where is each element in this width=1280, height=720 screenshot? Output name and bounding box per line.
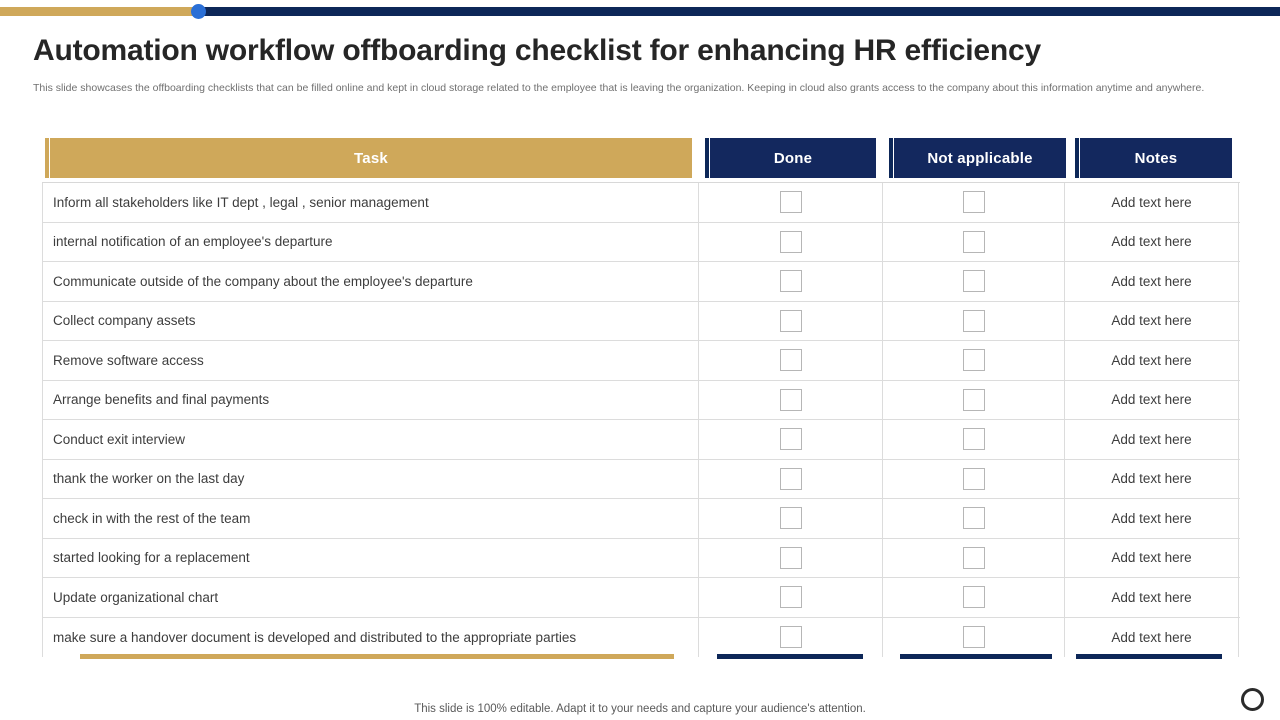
notes-cell[interactable]: Add text here — [1065, 341, 1239, 380]
task-cell: started looking for a replacement — [42, 539, 699, 578]
done-cell — [699, 341, 883, 380]
column-header-notes: Notes — [1080, 138, 1232, 178]
done-cell — [699, 460, 883, 499]
done-checkbox[interactable] — [780, 310, 802, 332]
offboarding-checklist-table — [42, 133, 1240, 660]
table-row — [42, 460, 1240, 500]
not-applicable-cell — [883, 262, 1065, 301]
done-checkbox[interactable] — [780, 547, 802, 569]
footer-note: This slide is 100% editable. Adapt it to your needs and capture your audience's attention. — [414, 703, 866, 715]
done-checkbox[interactable] — [780, 586, 802, 608]
footer-accent-bar-notes — [1076, 654, 1222, 659]
footer-accent-bar-na — [900, 654, 1052, 659]
notes-cell[interactable]: Add text here — [1065, 420, 1239, 459]
not-applicable-cell — [883, 618, 1065, 658]
notes-cell[interactable]: Add text here — [1065, 262, 1239, 301]
table-header-row — [42, 133, 1240, 180]
done-checkbox[interactable] — [780, 270, 802, 292]
table-body — [42, 182, 1240, 655]
notes-cell[interactable]: Add text here — [1065, 223, 1239, 262]
notes-cell[interactable]: Add text here — [1065, 381, 1239, 420]
done-cell — [699, 618, 883, 658]
not-applicable-cell — [883, 578, 1065, 617]
not-applicable-cell — [883, 420, 1065, 459]
not-applicable-checkbox[interactable] — [963, 507, 985, 529]
not-applicable-cell — [883, 302, 1065, 341]
table-row — [42, 341, 1240, 381]
notes-cell[interactable]: Add text here — [1065, 539, 1239, 578]
table-row — [42, 262, 1240, 302]
task-cell: Inform all stakeholders like IT dept , legal , senior management — [42, 183, 699, 222]
notes-cell[interactable]: Add text here — [1065, 499, 1239, 538]
done-cell — [699, 499, 883, 538]
table-row — [42, 420, 1240, 460]
done-checkbox[interactable] — [780, 389, 802, 411]
column-header-not-applicable: Not applicable — [894, 138, 1066, 178]
done-cell — [699, 578, 883, 617]
table-row — [42, 578, 1240, 618]
not-applicable-cell — [883, 539, 1065, 578]
done-checkbox[interactable] — [780, 626, 802, 648]
notes-cell[interactable]: Add text here — [1065, 302, 1239, 341]
task-cell: Collect company assets — [42, 302, 699, 341]
task-cell: Remove software access — [42, 341, 699, 380]
not-applicable-checkbox[interactable] — [963, 389, 985, 411]
task-cell: Update organizational chart — [42, 578, 699, 617]
done-cell — [699, 381, 883, 420]
table-row — [42, 618, 1240, 658]
not-applicable-checkbox[interactable] — [963, 349, 985, 371]
column-header-task: Task — [50, 138, 692, 178]
not-applicable-checkbox[interactable] — [963, 191, 985, 213]
done-cell — [699, 302, 883, 341]
not-applicable-checkbox[interactable] — [963, 231, 985, 253]
not-applicable-checkbox[interactable] — [963, 626, 985, 648]
corner-ring-icon — [1241, 688, 1264, 711]
not-applicable-cell — [883, 183, 1065, 222]
not-applicable-checkbox[interactable] — [963, 310, 985, 332]
table-row — [42, 223, 1240, 263]
notes-cell[interactable]: Add text here — [1065, 183, 1239, 222]
task-cell: make sure a handover document is developed and distributed to the appropriate parties — [42, 618, 699, 658]
notes-cell[interactable]: Add text here — [1065, 618, 1239, 658]
task-cell: Arrange benefits and final payments — [42, 381, 699, 420]
top-accent-bar — [0, 4, 1280, 18]
done-cell — [699, 420, 883, 459]
done-checkbox[interactable] — [780, 428, 802, 450]
done-checkbox[interactable] — [780, 349, 802, 371]
not-applicable-checkbox[interactable] — [963, 468, 985, 490]
table-row — [42, 183, 1240, 223]
not-applicable-cell — [883, 381, 1065, 420]
not-applicable-cell — [883, 341, 1065, 380]
top-accent-gold-segment — [0, 7, 199, 16]
footer-accent-bar-done — [717, 654, 863, 659]
table-row — [42, 381, 1240, 421]
done-cell — [699, 183, 883, 222]
page-title: Automation workflow offboarding checklist for enhancing HR efficiency — [33, 34, 1041, 67]
notes-cell[interactable]: Add text here — [1065, 578, 1239, 617]
footer-accent-bar-task — [80, 654, 674, 659]
not-applicable-checkbox[interactable] — [963, 547, 985, 569]
done-cell — [699, 262, 883, 301]
table-row — [42, 302, 1240, 342]
task-cell: Communicate outside of the company about the employee's departure — [42, 262, 699, 301]
task-cell: thank the worker on the last day — [42, 460, 699, 499]
done-cell — [699, 223, 883, 262]
not-applicable-cell — [883, 460, 1065, 499]
not-applicable-cell — [883, 223, 1065, 262]
done-checkbox[interactable] — [780, 468, 802, 490]
not-applicable-checkbox[interactable] — [963, 270, 985, 292]
top-accent-dot-marker-icon — [191, 4, 206, 19]
done-checkbox[interactable] — [780, 191, 802, 213]
task-cell: Conduct exit interview — [42, 420, 699, 459]
not-applicable-checkbox[interactable] — [963, 428, 985, 450]
notes-cell[interactable]: Add text here — [1065, 460, 1239, 499]
done-checkbox[interactable] — [780, 507, 802, 529]
done-cell — [699, 539, 883, 578]
page-subtitle: This slide showcases the offboarding checklists that can be filled online and kept in cloud storage related to the employee that is leaving the organization. Keeping in cloud also grants access to the company about this information anytime and anywhere. — [33, 82, 1205, 94]
not-applicable-checkbox[interactable] — [963, 586, 985, 608]
column-header-done: Done — [710, 138, 876, 178]
not-applicable-cell — [883, 499, 1065, 538]
table-row — [42, 499, 1240, 539]
table-row — [42, 539, 1240, 579]
task-cell: internal notification of an employee's departure — [42, 223, 699, 262]
done-checkbox[interactable] — [780, 231, 802, 253]
task-cell: check in with the rest of the team — [42, 499, 699, 538]
table-footer-accent-bars — [42, 654, 1240, 662]
top-accent-navy-segment — [199, 7, 1280, 16]
